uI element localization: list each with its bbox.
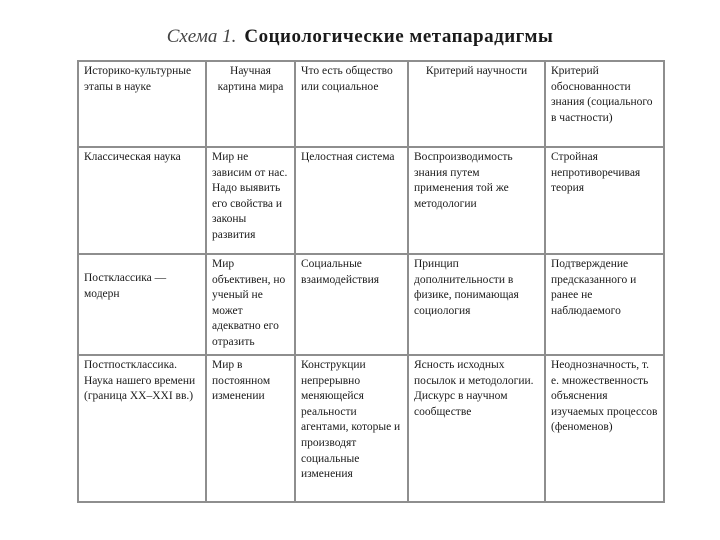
page-title — [0, 26, 720, 48]
scheme-title: Социологические метапарадигмы — [244, 26, 554, 47]
table-header-row — [78, 61, 664, 147]
table-cell: Классическая наука — [78, 147, 206, 254]
table-cell: Социальные взаимодействия — [295, 254, 408, 355]
table-cell: Подтверждение предсказанного и ранее не наблюдаемого — [545, 254, 664, 355]
table-cell: Неоднозначность, т. е. множественность объяснения изучаемых процессов (феноменов) — [545, 355, 664, 502]
header-cell: Что есть общество или социальное — [295, 61, 408, 147]
table-row — [78, 355, 664, 502]
scheme-label: Схема 1. — [166, 26, 237, 47]
metaparadigms-table — [77, 60, 665, 503]
table-cell: Постклассика — модерн — [78, 254, 206, 355]
table-cell: Принцип дополнительности в физике, понимающая социология — [408, 254, 545, 355]
table-row — [78, 254, 664, 355]
table-cell: Ясность исходных посылок и методологии. Дискурс в научном сообществе — [408, 355, 545, 502]
table-cell: Мир объективен, но ученый не может адекватно его отразить — [206, 254, 295, 355]
table-cell: Воспроизводимость знания путем применения той же методологии — [408, 147, 545, 254]
table-cell: Мир в постоянном изменении — [206, 355, 295, 502]
table-row — [78, 147, 664, 254]
table-cell: Постпостклассика. Наука нашего времени (граница XX–XXI вв.) — [78, 355, 206, 502]
table-cell: Мир не зависим от нас. Надо выявить его свойства и законы развития — [206, 147, 295, 254]
header-cell: Критерий научности — [408, 61, 545, 147]
table-cell: Целостная система — [295, 147, 408, 254]
header-cell: Историко-культурные этапы в науке — [78, 61, 206, 147]
table-cell: Стройная непротиворечивая теория — [545, 147, 664, 254]
header-cell: Научная картина мира — [206, 61, 295, 147]
header-cell: Критерий обоснованности знания (социального в частности) — [545, 61, 664, 147]
table-cell: Конструкции непрерывно меняющейся реальности агентами, которые и производят социальные изменения — [295, 355, 408, 502]
